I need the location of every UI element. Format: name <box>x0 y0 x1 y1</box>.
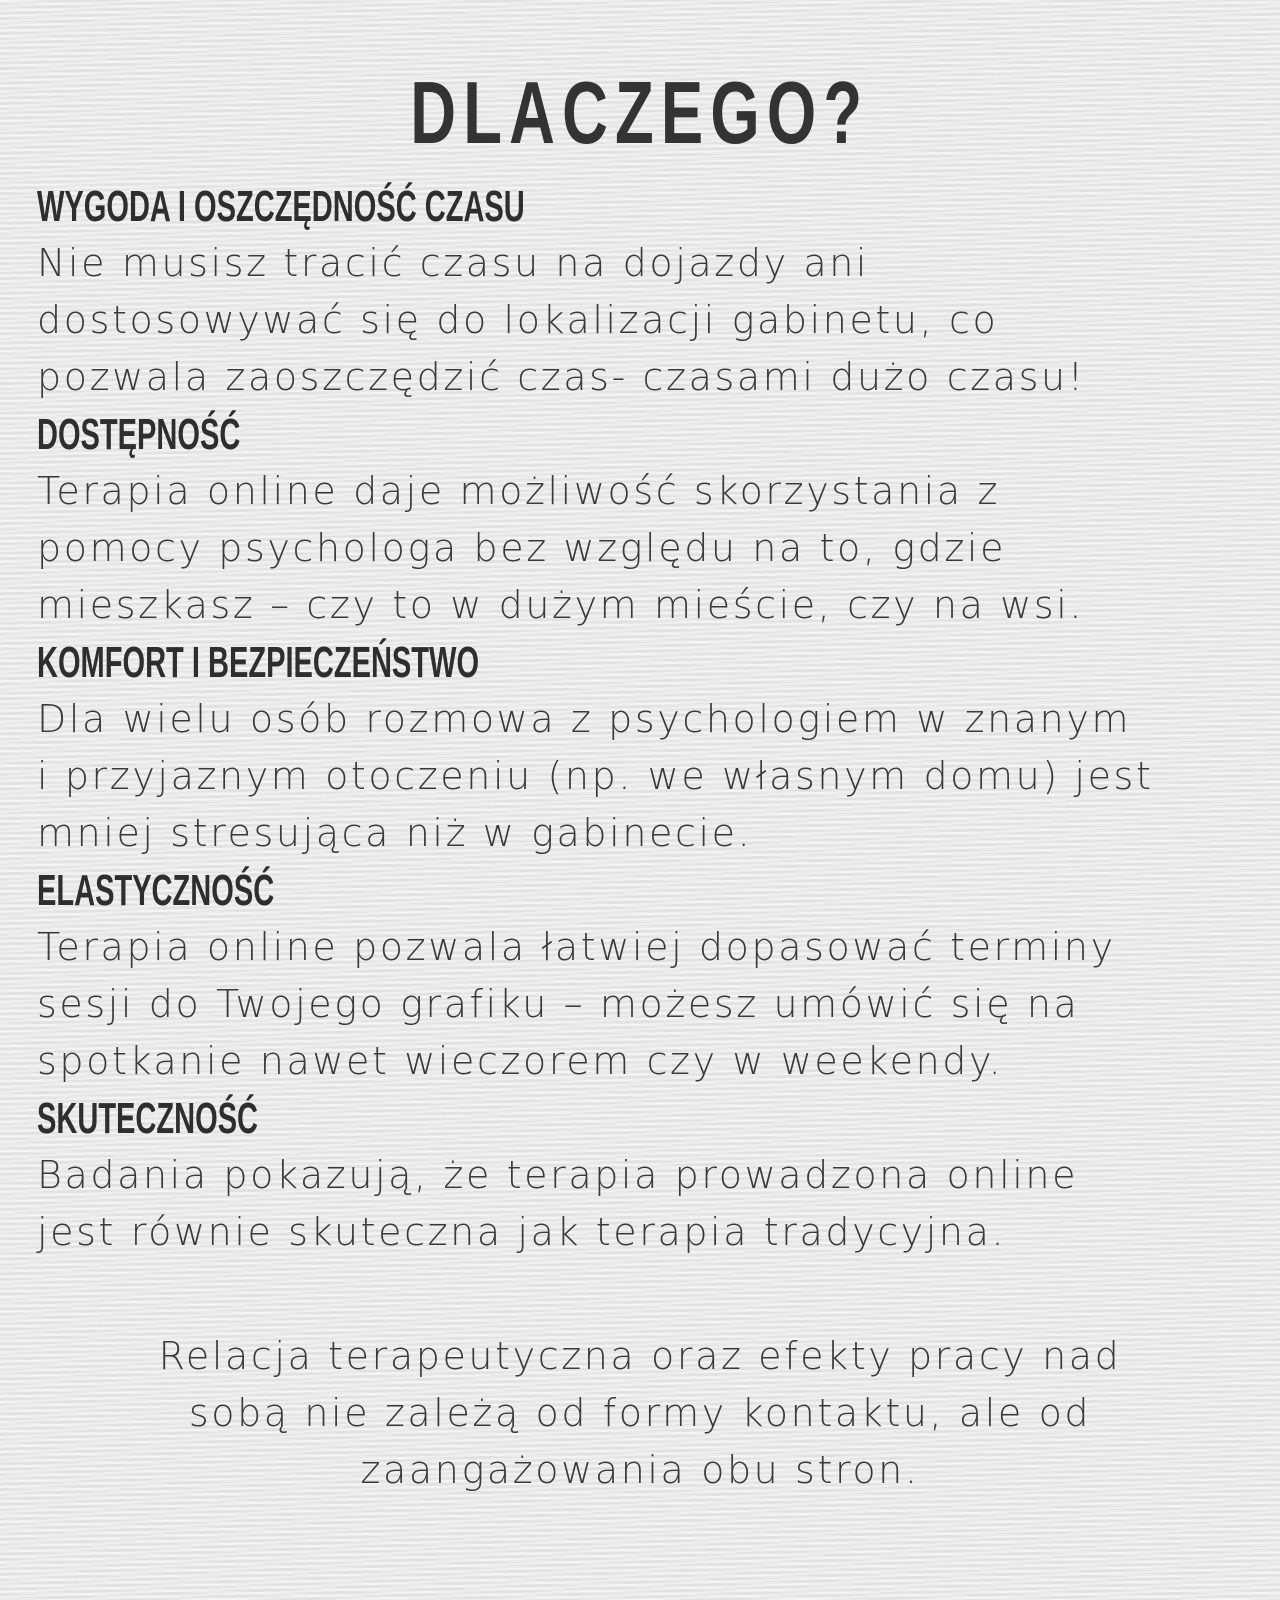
section-text-line: mieszkasz – czy to w dużym mieście, czy na wsi. <box>37 583 1085 627</box>
page-title-text: DLACZEGO? <box>410 63 870 162</box>
section-heading <box>37 1090 1267 1147</box>
section-heading <box>37 178 1267 235</box>
section-effectiveness <box>37 1090 1267 1261</box>
section-text-line: spotkanie nawet wieczorem czy w weekendy. <box>37 1039 1004 1083</box>
section-text-line: jest równie skuteczna jak terapia tradycyjna. <box>37 1210 1007 1254</box>
section-heading-text: SKUTECZNOŚĆ <box>37 1094 259 1143</box>
page-title <box>0 62 1280 164</box>
closing-line: zaangażowania obu stron. <box>360 1448 920 1492</box>
section-heading-text: ELASTYCZNOŚĆ <box>37 866 275 915</box>
section-text-line: Badania pokazują, że terapia prowadzona online <box>37 1153 1079 1197</box>
section-convenience <box>37 178 1267 406</box>
section-comfort <box>37 634 1267 862</box>
section-text-line: Nie musisz tracić czasu na dojazdy ani <box>37 241 870 285</box>
section-text-line: Terapia online pozwala łatwiej dopasować terminy <box>37 925 1116 969</box>
benefits-list <box>37 178 1267 1261</box>
section-flexibility <box>37 862 1267 1090</box>
section-heading <box>37 862 1267 919</box>
section-text-line: pomocy psychologa bez względu na to, gdzie <box>37 526 1007 570</box>
closing-statement <box>0 1328 1280 1499</box>
closing-line: Relacja terapeutyczna oraz efekty pracy nad <box>158 1334 1122 1378</box>
section-text-line: Terapia online daje możliwość skorzystania z <box>37 469 1001 513</box>
section-heading <box>37 406 1267 463</box>
section-text-line: Dla wielu osób rozmowa z psychologiem w znanym <box>37 697 1132 741</box>
section-heading-text: DOSTĘPNOŚĆ <box>37 410 241 459</box>
section-text-line: dostosowywać się do lokalizacji gabinetu, co <box>37 298 999 342</box>
section-text-line: i przyjaznym otoczeniu (np. we własnym domu) jest <box>37 754 1154 798</box>
closing-line: sobą nie zależą od formy kontaktu, ale od <box>188 1391 1092 1435</box>
section-heading <box>37 634 1267 691</box>
section-heading-text: WYGODA I OSZCZĘDNOŚĆ CZASU <box>37 182 525 231</box>
section-text-line: pozwala zaoszczędzić czas- czasami dużo czasu! <box>37 355 1086 399</box>
section-accessibility <box>37 406 1267 634</box>
section-text-line: sesji do Twojego grafiku – możesz umówić się na <box>37 982 1080 1026</box>
section-heading-text: KOMFORT I BEZPIECZEŃSTWO <box>37 638 480 687</box>
section-text-line: mniej stresująca niż w gabinecie. <box>37 811 753 855</box>
